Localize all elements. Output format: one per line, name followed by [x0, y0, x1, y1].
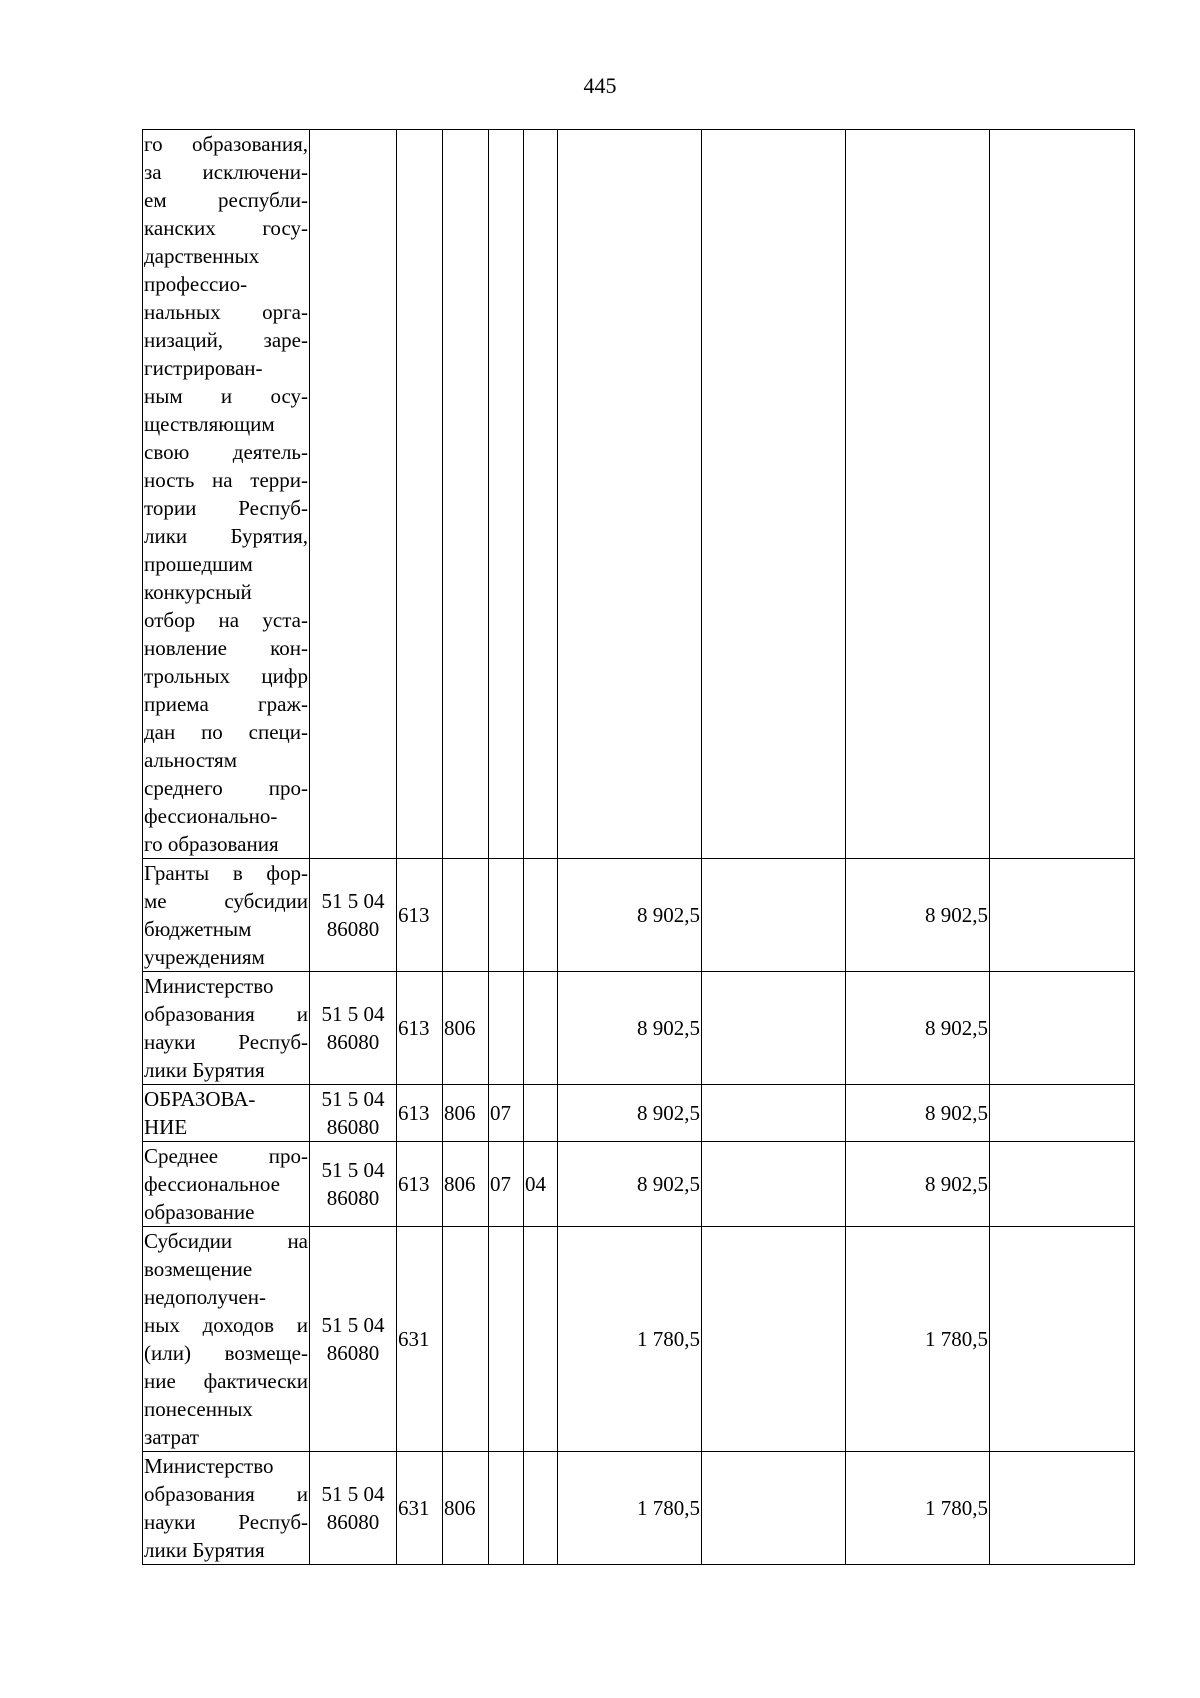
description-line: ме субсидии: [144, 889, 308, 913]
table-row: [143, 859, 1135, 972]
section-code: 07: [489, 1142, 524, 1227]
amount-2: [702, 1452, 846, 1565]
description-line: Среднее про-: [144, 1144, 308, 1168]
code-line-1: 51 5 04: [321, 1087, 385, 1111]
expense-type-code: 631: [397, 1227, 443, 1452]
description-line: образование: [144, 1200, 255, 1224]
description-line: конкурсный: [144, 580, 252, 604]
description-line: недополучен-: [144, 1285, 267, 1309]
amount-1: 1 780,5: [558, 1452, 702, 1565]
amount-3: 8 902,5: [846, 1142, 990, 1227]
description-line: учреждениям: [144, 945, 265, 969]
code-line-1: 51 5 04: [321, 1482, 385, 1506]
description-line: образования и: [144, 1002, 308, 1026]
code-line-2: 86080: [326, 1510, 380, 1534]
description-line: прошедшим: [144, 552, 253, 576]
page-number: 445: [583, 73, 617, 98]
row-description: [143, 1142, 310, 1227]
amount-3: 8 902,5: [846, 859, 990, 972]
amount-2: [702, 1142, 846, 1227]
ministry-code: 806: [443, 972, 489, 1085]
amount-2: [702, 1085, 846, 1142]
expense-type-code: 631: [397, 1452, 443, 1565]
table-row: [143, 1085, 1135, 1142]
description-line: Гранты в фор-: [144, 861, 308, 885]
target-article-code: [310, 1142, 397, 1227]
description-line: го образования,: [144, 132, 308, 156]
target-article-code: [310, 859, 397, 972]
description-line: (или) возмеще-: [144, 1341, 308, 1365]
table-row: [143, 1452, 1135, 1565]
description-line: ных доходов и: [144, 1313, 308, 1337]
target-article-code: [310, 1227, 397, 1452]
section-code: [489, 1227, 524, 1452]
amount-3: 8 902,5: [846, 972, 990, 1085]
amount-4: [990, 130, 1135, 859]
amount-4: [990, 1452, 1135, 1565]
amount-1: 1 780,5: [558, 1227, 702, 1452]
amount-2: [702, 1227, 846, 1452]
table-row: [143, 972, 1135, 1085]
amount-1: 8 902,5: [558, 1142, 702, 1227]
description-line: профессио-: [144, 272, 248, 296]
amount-2: [702, 859, 846, 972]
row-description: [143, 1227, 310, 1452]
amount-3: 8 902,5: [846, 1085, 990, 1142]
description-line: образования и: [144, 1482, 308, 1506]
description-line: фессионально-: [144, 804, 278, 828]
section-code: [489, 859, 524, 972]
expense-type-code: [397, 130, 443, 859]
amount-1: 8 902,5: [558, 972, 702, 1085]
code-line-1: 51 5 04: [321, 1313, 385, 1337]
description-line: низаций, заре-: [144, 328, 308, 352]
row-description: [143, 972, 310, 1085]
subsection-code: [524, 1085, 558, 1142]
code-line-2: 86080: [326, 1030, 380, 1054]
description-line: ОБРАЗОВА-: [144, 1087, 256, 1111]
description-line: ным и осу-: [144, 384, 308, 408]
expense-type-code: 613: [397, 972, 443, 1085]
description-line: науки Респуб-: [144, 1030, 308, 1054]
description-line: тории Респуб-: [144, 496, 308, 520]
description-line: лики Бурятия: [144, 1058, 265, 1082]
amount-4: [990, 859, 1135, 972]
ministry-code: [443, 1227, 489, 1452]
description-line: Министерство: [144, 1454, 274, 1478]
amount-4: [990, 1142, 1135, 1227]
description-line: затрат: [144, 1425, 199, 1449]
description-line: дарственных: [144, 244, 260, 268]
row-description: [143, 1452, 310, 1565]
description-line: канских госу-: [144, 216, 308, 240]
description-line: ществляющим: [144, 412, 275, 436]
description-line: Министерство: [144, 974, 274, 998]
ministry-code: [443, 859, 489, 972]
amount-1: 8 902,5: [558, 859, 702, 972]
section-code: [489, 972, 524, 1085]
section-code: [489, 1452, 524, 1565]
code-line-2: 86080: [326, 1186, 380, 1210]
description-line: го образования: [144, 832, 279, 856]
description-line: лики Бурятия: [144, 1538, 265, 1562]
section-code: [489, 130, 524, 859]
description-line: лики Бурятия,: [144, 524, 308, 548]
subsection-code: [524, 130, 558, 859]
description-line: возмещение: [144, 1257, 253, 1281]
ministry-code: [443, 130, 489, 859]
row-description: [143, 1085, 310, 1142]
amount-2: [702, 130, 846, 859]
code-line-1: 51 5 04: [321, 1158, 385, 1182]
description-line: гистрирован-: [144, 356, 263, 380]
target-article-code: [310, 130, 397, 859]
amount-1: [558, 130, 702, 859]
subsection-code: [524, 1452, 558, 1565]
code-line-1: 51 5 04: [321, 1002, 385, 1026]
target-article-code: [310, 1452, 397, 1565]
code-line-2: 86080: [326, 917, 380, 941]
subsection-code: [524, 1227, 558, 1452]
table-row: [143, 1227, 1135, 1452]
subsection-code: 04: [524, 1142, 558, 1227]
amount-4: [990, 972, 1135, 1085]
description-line: науки Респуб-: [144, 1510, 308, 1534]
description-line: ность на терри-: [144, 468, 308, 492]
code-line-1: 51 5 04: [321, 889, 385, 913]
row-description: [143, 859, 310, 972]
ministry-code: 806: [443, 1452, 489, 1565]
expense-type-code: 613: [397, 859, 443, 972]
description-line: бюджетным: [144, 917, 252, 941]
description-line: отбор на уста-: [144, 608, 308, 632]
amount-3: [846, 130, 990, 859]
description-line: ние фактически: [144, 1369, 308, 1393]
description-line: фессиональное: [144, 1172, 280, 1196]
budget-table: [142, 129, 1135, 1565]
row-description: [143, 130, 310, 859]
ministry-code: 806: [443, 1085, 489, 1142]
description-line: свою деятель-: [144, 440, 308, 464]
description-line: трольных цифр: [144, 664, 308, 688]
target-article-code: [310, 972, 397, 1085]
amount-1: 8 902,5: [558, 1085, 702, 1142]
expense-type-code: 613: [397, 1085, 443, 1142]
description-line: ем республи-: [144, 188, 308, 212]
ministry-code: 806: [443, 1142, 489, 1227]
description-line: нальных орга-: [144, 300, 308, 324]
amount-2: [702, 972, 846, 1085]
description-line: альностям: [144, 748, 237, 772]
description-line: дан по специ-: [144, 720, 308, 744]
description-line: понесенных: [144, 1397, 253, 1421]
subsection-code: [524, 972, 558, 1085]
description-line: среднего про-: [144, 776, 308, 800]
description-line: за исключени-: [144, 160, 308, 184]
description-line: НИЕ: [144, 1115, 188, 1139]
expense-type-code: 613: [397, 1142, 443, 1227]
amount-4: [990, 1085, 1135, 1142]
code-line-2: 86080: [326, 1341, 380, 1365]
table-row: [143, 130, 1135, 859]
section-code: 07: [489, 1085, 524, 1142]
description-line: Субсидии на: [144, 1229, 308, 1253]
amount-4: [990, 1227, 1135, 1452]
code-line-2: 86080: [326, 1115, 380, 1139]
subsection-code: [524, 859, 558, 972]
amount-3: 1 780,5: [846, 1452, 990, 1565]
description-line: приема граж-: [144, 692, 308, 716]
table-row: [143, 1142, 1135, 1227]
target-article-code: [310, 1085, 397, 1142]
table-body: [143, 130, 1135, 1565]
description-line: новление кон-: [144, 636, 308, 660]
amount-3: 1 780,5: [846, 1227, 990, 1452]
